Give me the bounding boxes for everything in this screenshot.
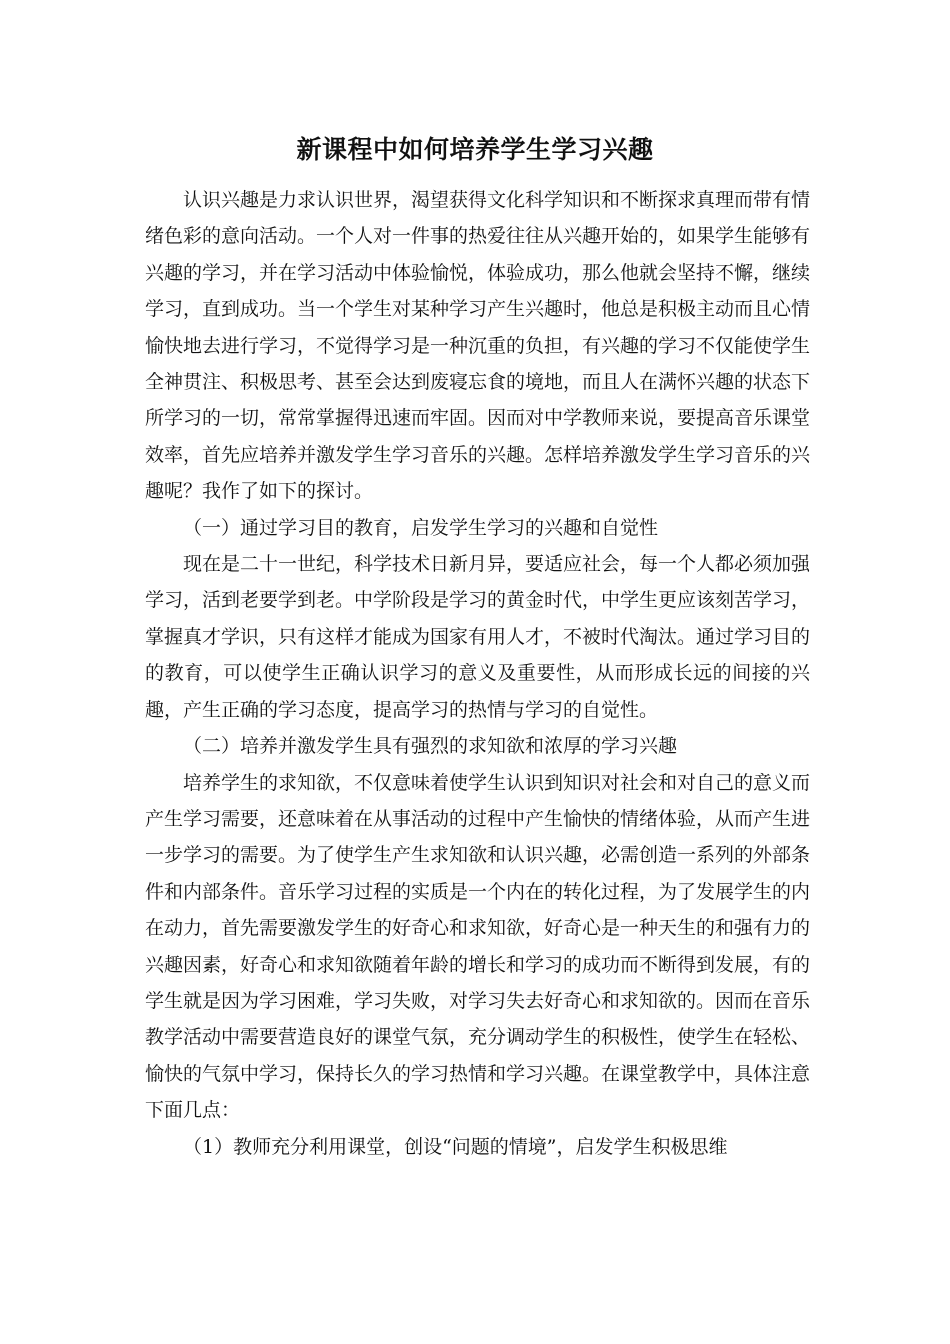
paragraph-section-1: 现在是二十一世纪，科学技术日新月异，要适应社会，每一个人都必须加强学习，活到老要学到老。中学阶段是学习的黄金时代，中学生更应该刻苦学习，掌握真才学识，只有这样才能成为国家有用人才，不被时代淘汰。通过学习目的的教育，可以使学生正确认识学习的意义及重要性，从而形成长远的间接的兴趣，产生正确的学习态度，提高学习的热情与学习的自觉性。 (145, 553, 811, 721)
document-title: 新课程中如何培养学生学习兴趣 (296, 135, 654, 164)
subsection-heading-1: （1）教师充分利用课堂，创设“问题的情境”，启发学生积极思维 (183, 1135, 728, 1158)
section-heading-1: （一）通过学习目的教育，启发学生学习的兴趣和自觉性 (183, 516, 659, 539)
paragraph-intro: 认识兴趣是力求认识世界，渴望获得文化科学知识和不断探求真理而带有情绪色彩的意向活动。一个人对一件事的热爱往往从兴趣开始的，如果学生能够有兴趣的学习，并在学习活动中体验愉悦，体验成功，那么他就会坚持不懈，继续学习，直到成功。当一个学生对某种学习产生兴趣时，他总是积极主动而且心情愉快地去进行学习，不觉得学习是一种沉重的负担，有兴趣的学习不仅能使学生全神贯注、积极思考、甚至会达到废寝忘食的境地，而且人在满怀兴趣的状态下所学习的一切，常常掌握得迅速而牢固。因而对中学教师来说，要提高音乐课堂效率，首先应培养并激发学生学习音乐的兴趣。怎样培养激发学生学习音乐的兴趣呢？我作了如下的探讨。 (145, 189, 811, 503)
document-body (145, 182, 810, 1165)
section-heading-2: （二）培养并激发学生具有强烈的求知欲和浓厚的学习兴趣 (183, 735, 678, 758)
paragraph-section-2: 培养学生的求知欲，不仅意味着使学生认识到知识对社会和对自己的意义而产生学习需要，还意味着在从事活动的过程中产生愉快的情绪体验，从而产生进一步学习的需要。为了使学生产生求知欲和认识兴趣，必需创造一系列的外部条件和内部条件。音乐学习过程的实质是一个内在的转化过程，为了发展学生的内在动力，首先需要激发学生的好奇心和求知欲，好奇心是一种天生的和强有力的兴趣因素，好奇心和求知欲随着年龄的增长和学习的成功而不断得到发展，有的学生就是因为学习困难，学习失败，对学习失去好奇心和求知欲的。因而在音乐教学活动中需要营造良好的课堂气氛，充分调动学生的积极性，使学生在轻松、愉快的气氛中学习，保持长久的学习热情和学习兴趣。在课堂教学中，具体注意下面几点： (145, 771, 811, 1122)
